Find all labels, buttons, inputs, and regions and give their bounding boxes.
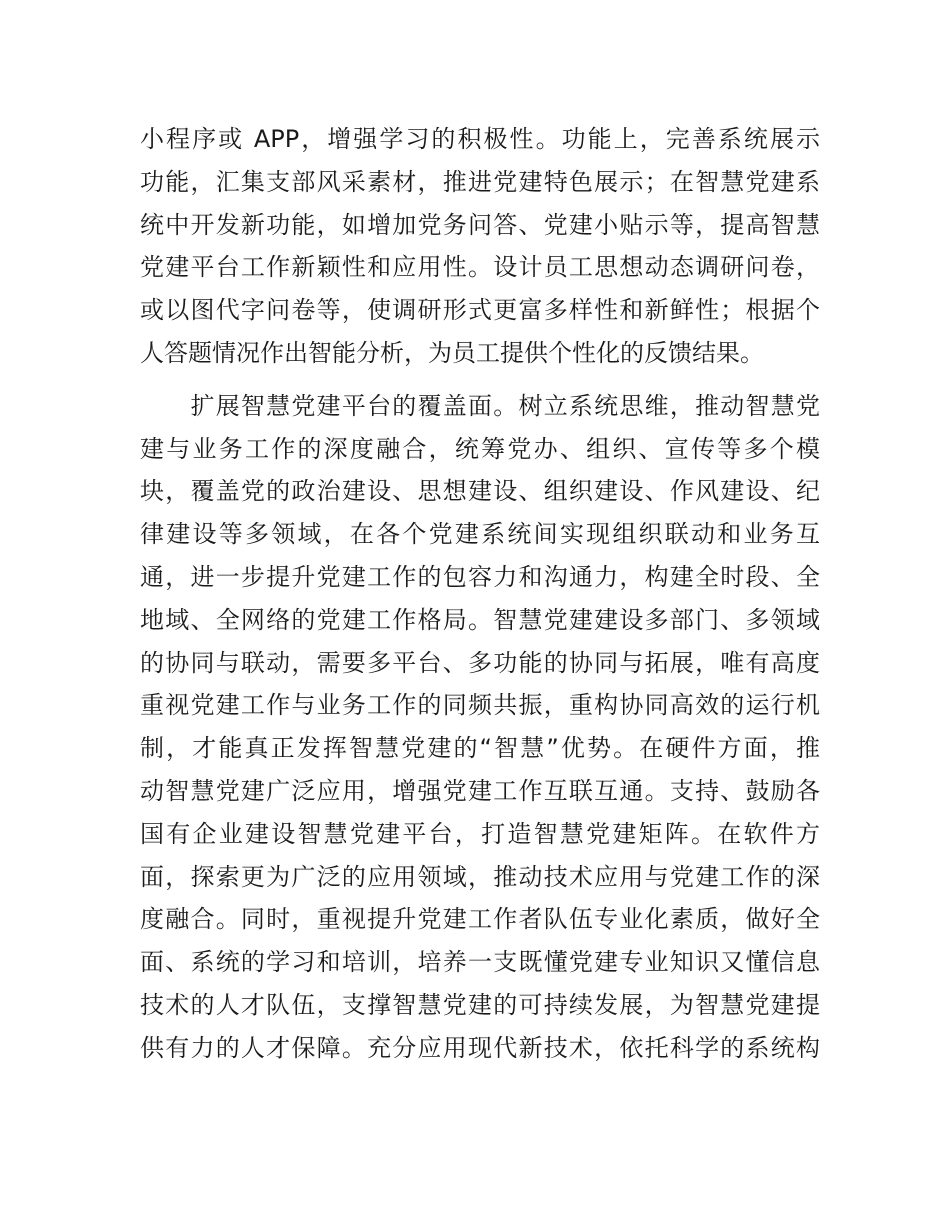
text-line: 建与业务工作的深度融合，统筹党办、组织、宣传等多个模	[140, 434, 820, 463]
text-line: 技术的人才队伍，支撑智慧党建的可持续发展，为智慧党建提	[140, 990, 820, 1019]
text-line: 动智慧党建广泛应用，增强党建工作互联互通。支持、鼓励各	[140, 776, 820, 805]
text-line: 律建设等多领域，在各个党建系统间实现组织联动和业务互	[140, 520, 820, 549]
text-line: 度融合。同时，重视提升党建工作者队伍专业化素质，做好全	[140, 905, 820, 934]
text-line: 人答题情况作出智能分析，为员工提供个性化的反馈结果。	[140, 338, 764, 367]
text-line: 扩展智慧党建平台的覆盖面。树立系统思维，推动智慧党	[140, 391, 820, 420]
text-line: 小程序或 APP，增强学习的积极性。功能上，完善系统展示	[140, 125, 820, 153]
text-line: 功能，汇集支部风采素材，推进党建特色展示；在智慧党建系	[140, 167, 820, 196]
text-line: 通，进一步提升党建工作的包容力和沟通力，构建全时段、全	[140, 562, 820, 591]
text-line: 或以图代字问卷等，使调研形式更富多样性和新鲜性；根据个	[140, 296, 820, 325]
paragraph-1	[140, 118, 820, 375]
text-line: 统中开发新功能，如增加党务问答、党建小贴示等，提高智慧	[140, 210, 820, 239]
text-line: 地域、全网络的党建工作格局。智慧党建建设多部门、多领域	[140, 605, 820, 634]
document-body	[140, 118, 820, 1070]
text-line: 党建平台工作新颖性和应用性。设计员工思想动态调研问卷，	[140, 253, 820, 282]
text-line: 面、系统的学习和培训，培养一支既懂党建专业知识又懂信息	[140, 948, 820, 977]
text-line: 重视党建工作与业务工作的同频共振，重构协同高效的运行机	[140, 691, 820, 720]
paragraph-spacer	[140, 375, 820, 385]
paragraph-2	[140, 385, 820, 1070]
text-line: 国有企业建设智慧党建平台，打造智慧党建矩阵。在软件方	[140, 819, 820, 848]
text-line: 制，才能真正发挥智慧党建的“智慧”优势。在硬件方面，推	[140, 734, 820, 763]
text-line: 块，覆盖党的政治建设、思想建设、组织建设、作风建设、纪	[140, 477, 820, 506]
text-line: 供有力的人才保障。充分应用现代新技术，依托科学的系统构	[140, 1033, 820, 1062]
text-line: 的协同与联动，需要多平台、多功能的协同与拓展，唯有高度	[140, 648, 820, 677]
text-line: 面，探索更为广泛的应用领域，推动技术应用与党建工作的深	[140, 862, 820, 891]
